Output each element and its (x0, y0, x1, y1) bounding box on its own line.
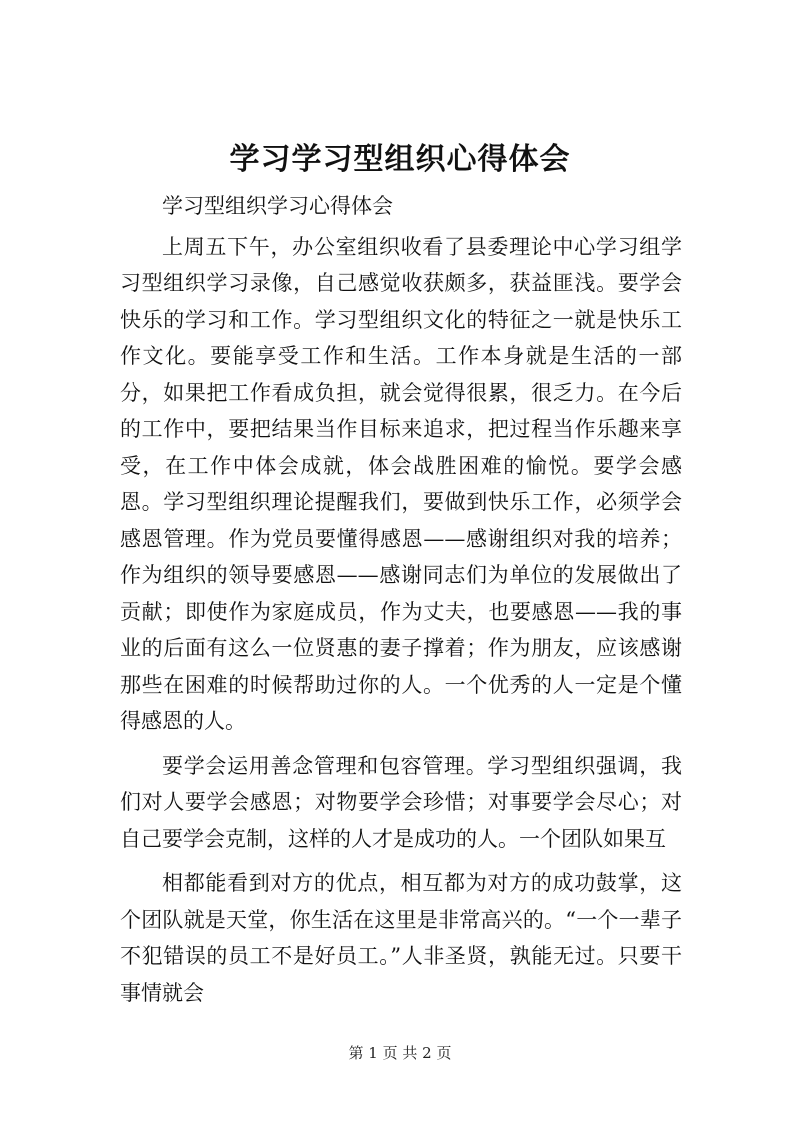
paragraph: 上周五下午，办公室组织收看了县委理论中心学习组学习型组织学习录像，自己感觉收获颇多，获益匪浅。要学会快乐的学习和工作。学习型组织文化的特征之一就是快乐工作文化。要能享受工作和生活。工作本身就是生活的一部分，如果把工作看成负担，就会觉得很累，很乏力。在今后的工作中，要把结果当作目标来追求，把过程当作乐趣来享受，在工作中体会成就，体会战胜困难的愉悦。要学会感恩。学习型组织理论提醒我们，要做到快乐工作，必须学会感恩管理。作为党员要懂得感恩——感谢组织对我的培养；作为组织的领导要感恩——感谢同志们为单位的发展做出了贡献；即使作为家庭成员，作为丈夫，也要感恩——我的事业的后面有这么一位贤惠的妻子撑着；作为朋友，应该感谢那些在困难的时候帮助过你的人。一个优秀的人一定是个懂得感恩的人。 (120, 234, 682, 733)
paragraph: 要学会运用善念管理和包容管理。学习型组织强调，我们对人要学会感恩；对物要学会珍惜；对事要学会尽心；对自己要学会克制，这样的人才是成功的人。一个团队如果互 (120, 753, 682, 851)
paragraph: 相都能看到对方的优点，相互都为对方的成功鼓掌，这个团队就是天堂，你生活在这里是非常高兴的。“一个一辈子不犯错误的员工不是好员工。”人非圣贤，孰能无过。只要干事情就会 (120, 871, 682, 1005)
document-title: 学习学习型组织心得体会 (229, 142, 571, 177)
document-body (120, 188, 682, 1019)
page-footer: 第 1 页 共 2 页 (348, 1044, 452, 1062)
document-subtitle: 学习型组织学习心得体会 (162, 194, 393, 218)
